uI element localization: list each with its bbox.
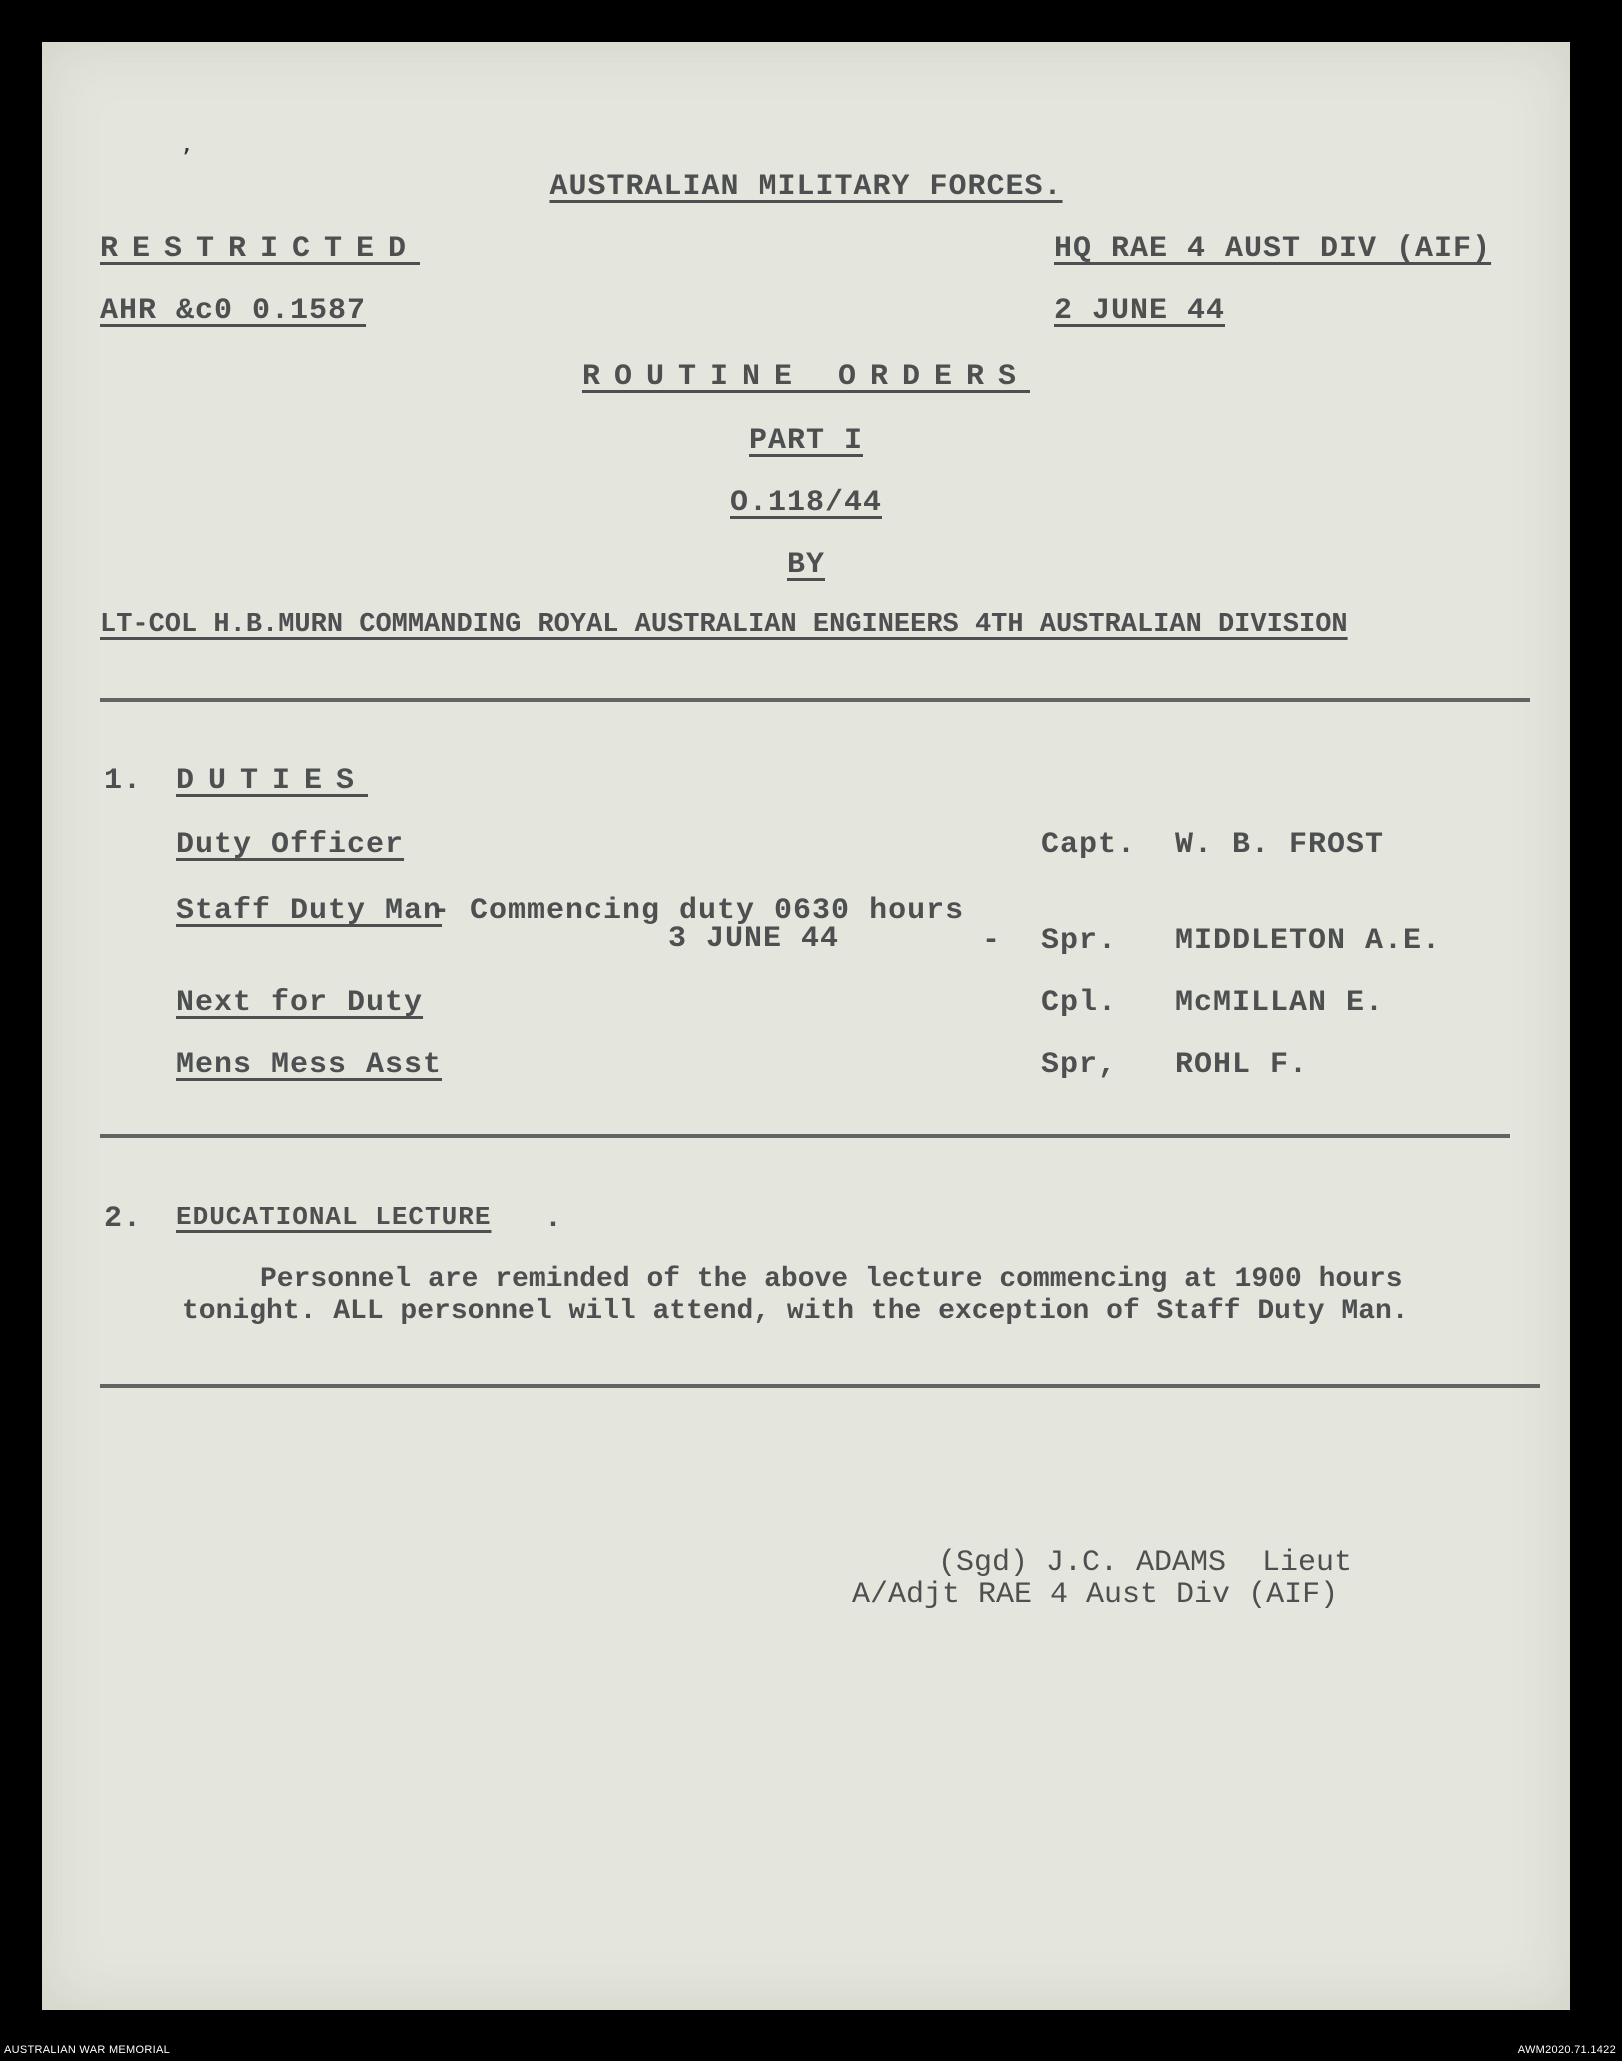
part-label: PART I [748,424,864,458]
duty-rank: Spr. [1041,924,1118,958]
by-line: LT-COL H.B.MURN COMMANDING ROYAL AUSTRALIAN ENGINEERS 4TH AUSTRALIAN DIVISION [100,610,1348,640]
signature-title: A/Adjt RAE 4 Aust Div (AIF) [852,1578,1339,1612]
section-title: DUTIES [176,764,369,798]
document-title: AUSTRALIAN MILITARY FORCES. [549,170,1063,204]
duty-detail: - Commencing duty 0630 hours [432,894,965,928]
footer-institution: AUSTRALIAN WAR MEMORIAL [4,2044,171,2056]
duty-rank: Spr, [1041,1048,1118,1082]
duty-role: Mens Mess Asst [176,1048,443,1082]
duty-name: ROHL F. [1175,1048,1309,1082]
duty-name: McMILLAN E. [1175,986,1385,1020]
lecture-text-line: tonight. ALL personnel will attend, with the exception of Staff Duty Man. [182,1296,1409,1327]
duty-name: W. B. FROST [1175,828,1385,862]
section-title-period: . [544,1202,564,1236]
order-number: O.118/44 [729,486,883,520]
signature-line: (Sgd) J.C. ADAMS Lieut [938,1546,1353,1580]
footer-accession: AWM2020.71.1422 [1517,2044,1616,2056]
duty-name: MIDDLETON A.E. [1175,924,1442,958]
duty-detail-date: 3 JUNE 44 [668,922,840,956]
document-date: 2 JUNE 44 [1054,294,1226,328]
section-number: 2. [104,1202,143,1236]
duty-dash: - [982,924,1002,958]
document-page [42,42,1570,2010]
classification-label: RESTRICTED [100,232,421,266]
duty-role: Next for Duty [176,986,424,1020]
lecture-text-line: Personnel are reminded of the above lecture commencing at 1900 hours [260,1264,1403,1295]
divider [100,1384,1540,1388]
duty-rank: Capt. [1041,828,1137,862]
by-label: BY [786,548,825,582]
section-title: EDUCATIONAL LECTURE [176,1202,492,1232]
ink-mark: ’ [182,142,191,175]
divider [100,698,1530,702]
duty-role: Duty Officer [176,828,405,862]
duty-role: Staff Duty Man [176,894,443,928]
duty-rank: Cpl. [1041,986,1118,1020]
divider [100,1134,1510,1138]
unit-label: HQ RAE 4 AUST DIV (AIF) [1054,232,1492,266]
section-number: 1. [104,764,143,798]
document-type: ROUTINE ORDERS [581,360,1031,394]
reference-number: AHR &c0 0.1587 [100,294,367,328]
